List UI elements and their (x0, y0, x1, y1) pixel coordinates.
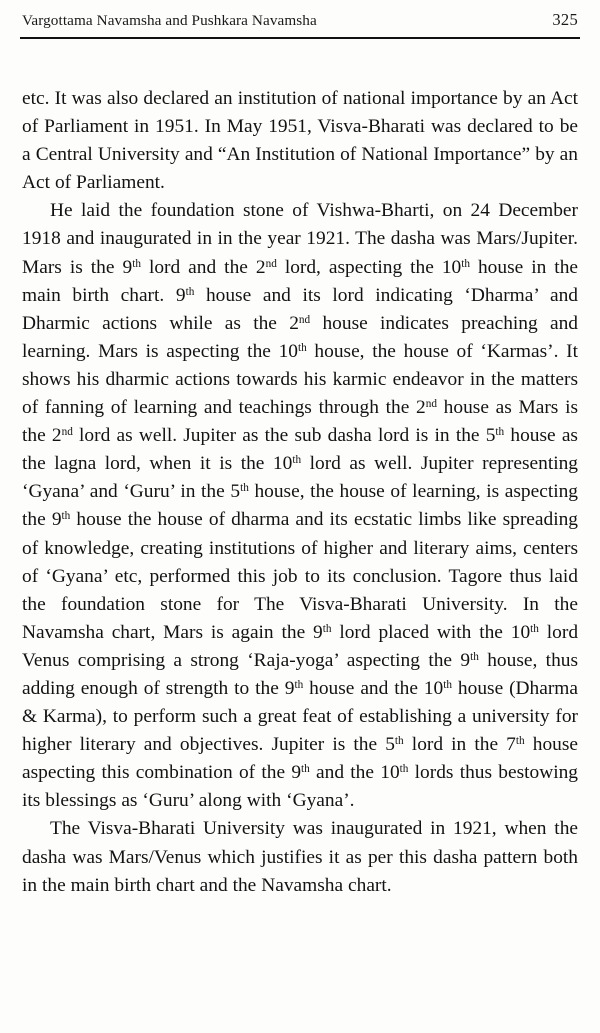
body-text-column (22, 85, 578, 900)
paragraph: The Visva-Bharati University was inaugurated in 1921, when the dasha was Mars/Venus which justifies it as per this dasha pattern both in the main birth chart and the Navamsha chart. (22, 818, 578, 896)
running-header (22, 10, 578, 34)
paragraph: etc. It was also declared an institution of national importance by an Act of Parliament in 1951. In May 1951, Visva-Bharati was declared to be a Central University and “An Institution of National Importance” by an Act of Parliament. (22, 88, 578, 194)
running-head-title: Vargottama Navamsha and Pushkara Navamsha (22, 12, 317, 29)
page-number: 325 (552, 10, 578, 29)
header-divider-rule (20, 37, 580, 39)
paragraph: He laid the foundation stone of Vishwa-Bharti, on 24 December 1918 and inaugurated in in the year 1921. The dasha was Mars/Jupiter. Mars is the 9th lord and the 2nd lord, aspecting the 10th house in the main birth chart. 9th house and its lord indicating ‘Dharma’ and Dharmic actions while as the 2nd house indicates preaching and learning. Mars is aspecting the 10th house, the house of ‘Karmas’. It shows his dharmic actions towards his karmic endeavor in the matters of fanning of learning and teachings through the 2nd house as Mars is the 2nd lord as well. Jupiter as the sub dasha lord is in the 5th house as the lagna lord, when it is the 10th lord as well. Jupiter representing ‘Gyana’ and ‘Guru’ in the 5th house, the house of learning, is aspecting the 9th house the house of dharma and its ecstatic limbs like spreading of knowledge, creating institutions of higher and literary aims, centers of ‘Gyana’ etc, performed this job to its conclusion. Tagore thus laid the foundation stone for The Visva-Bharati University. In the Navamsha chart, Mars is again the 9th lord placed with the 10th lord Venus comprising a strong ‘Raja-yoga’ aspecting the 9th house, thus adding enough of strength to the 9th house and the 10th house (Dharma & Karma), to perform such a great feat of establishing a university for higher literary and objectives. Jupiter is the 5th lord in the 7th house aspecting this combination of the 9th and the 10th lords thus bestowing its blessings as ‘Guru’ along with ‘Gyana’. (22, 200, 579, 812)
